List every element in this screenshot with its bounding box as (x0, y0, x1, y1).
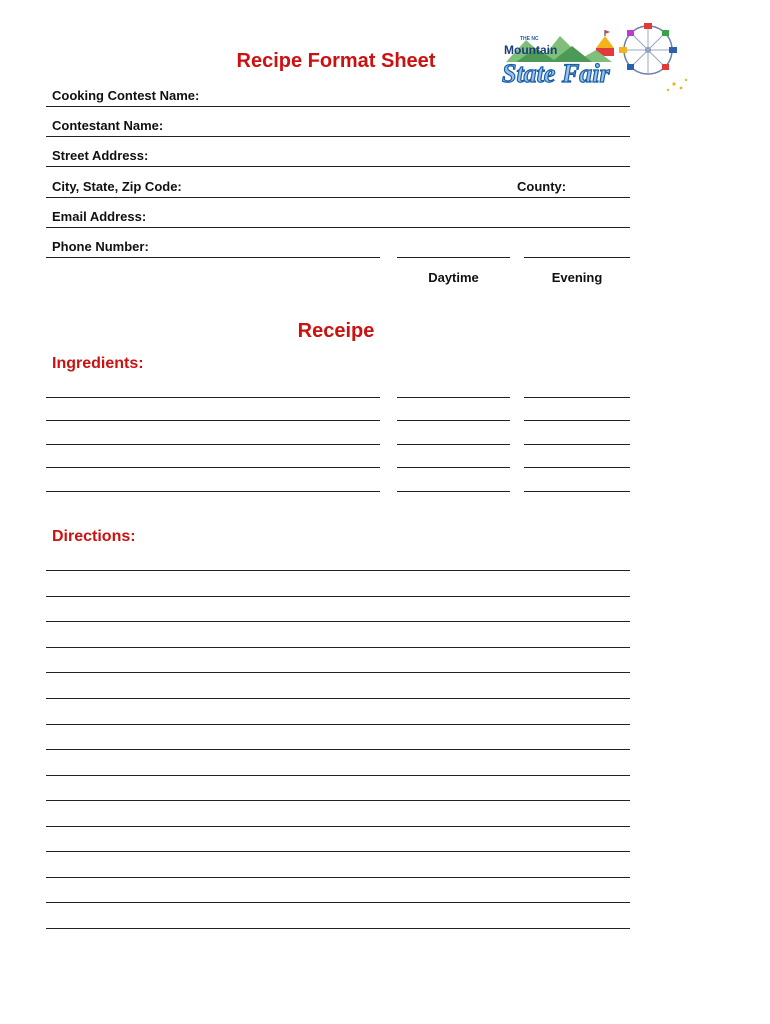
direction-line[interactable] (46, 647, 630, 648)
logo-word-state-fair: State Fair (502, 59, 610, 88)
direction-line[interactable] (46, 749, 630, 750)
direction-line[interactable] (46, 877, 630, 878)
ingredients-label: Ingredients: (52, 355, 144, 372)
contest-name-line[interactable] (46, 106, 630, 107)
phone-label: Phone Number: (52, 239, 149, 254)
direction-line[interactable] (46, 698, 630, 699)
ingredient-line[interactable] (46, 397, 380, 398)
phone-line[interactable] (46, 257, 380, 258)
ingredient-qty-line[interactable] (397, 444, 510, 445)
email-line[interactable] (46, 227, 630, 228)
contest-name-label: Cooking Contest Name: (52, 88, 200, 103)
direction-line[interactable] (46, 596, 630, 597)
ingredient-unit-line[interactable] (524, 397, 630, 398)
state-fair-logo (496, 22, 692, 96)
ingredient-unit-line[interactable] (524, 420, 630, 421)
ingredient-qty-line[interactable] (397, 420, 510, 421)
direction-line[interactable] (46, 621, 630, 622)
logo-graphic (496, 22, 692, 96)
ingredient-qty-line[interactable] (397, 491, 510, 492)
ingredient-unit-line[interactable] (524, 467, 630, 468)
ingredient-line[interactable] (46, 491, 380, 492)
evening-phone-line[interactable] (524, 257, 630, 258)
direction-line[interactable] (46, 570, 630, 571)
street-address-line[interactable] (46, 166, 630, 167)
page-title: Recipe Format Sheet (236, 50, 436, 72)
direction-line[interactable] (46, 724, 630, 725)
direction-line[interactable] (46, 672, 630, 673)
recipe-heading: Receipe (297, 320, 375, 342)
logo-small-text: THE NC (520, 36, 539, 42)
directions-label: Directions: (52, 528, 136, 545)
ingredient-line[interactable] (46, 420, 380, 421)
ingredient-unit-line[interactable] (524, 491, 630, 492)
daytime-phone-line[interactable] (397, 257, 510, 258)
county-label: County: (517, 179, 567, 194)
daytime-label: Daytime (428, 270, 479, 285)
ferris-wheel-icon (619, 23, 677, 74)
direction-line[interactable] (46, 902, 630, 903)
logo-word-mountain: Mountain (504, 43, 558, 57)
contestant-name-label: Contestant Name: (52, 118, 164, 133)
direction-line[interactable] (46, 851, 630, 852)
street-address-label: Street Address: (52, 148, 149, 163)
direction-line[interactable] (46, 928, 630, 929)
email-label: Email Address: (52, 209, 147, 224)
ingredient-qty-line[interactable] (397, 397, 510, 398)
ingredient-line[interactable] (46, 444, 380, 445)
direction-line[interactable] (46, 775, 630, 776)
direction-line[interactable] (46, 826, 630, 827)
stars-icon (667, 79, 687, 91)
city-state-zip-label: City, State, Zip Code: (52, 179, 182, 194)
evening-label: Evening (551, 270, 603, 285)
city-county-line[interactable] (46, 197, 630, 198)
ingredient-line[interactable] (46, 467, 380, 468)
ingredient-qty-line[interactable] (397, 467, 510, 468)
direction-line[interactable] (46, 800, 630, 801)
contestant-name-line[interactable] (46, 136, 630, 137)
ingredient-unit-line[interactable] (524, 444, 630, 445)
